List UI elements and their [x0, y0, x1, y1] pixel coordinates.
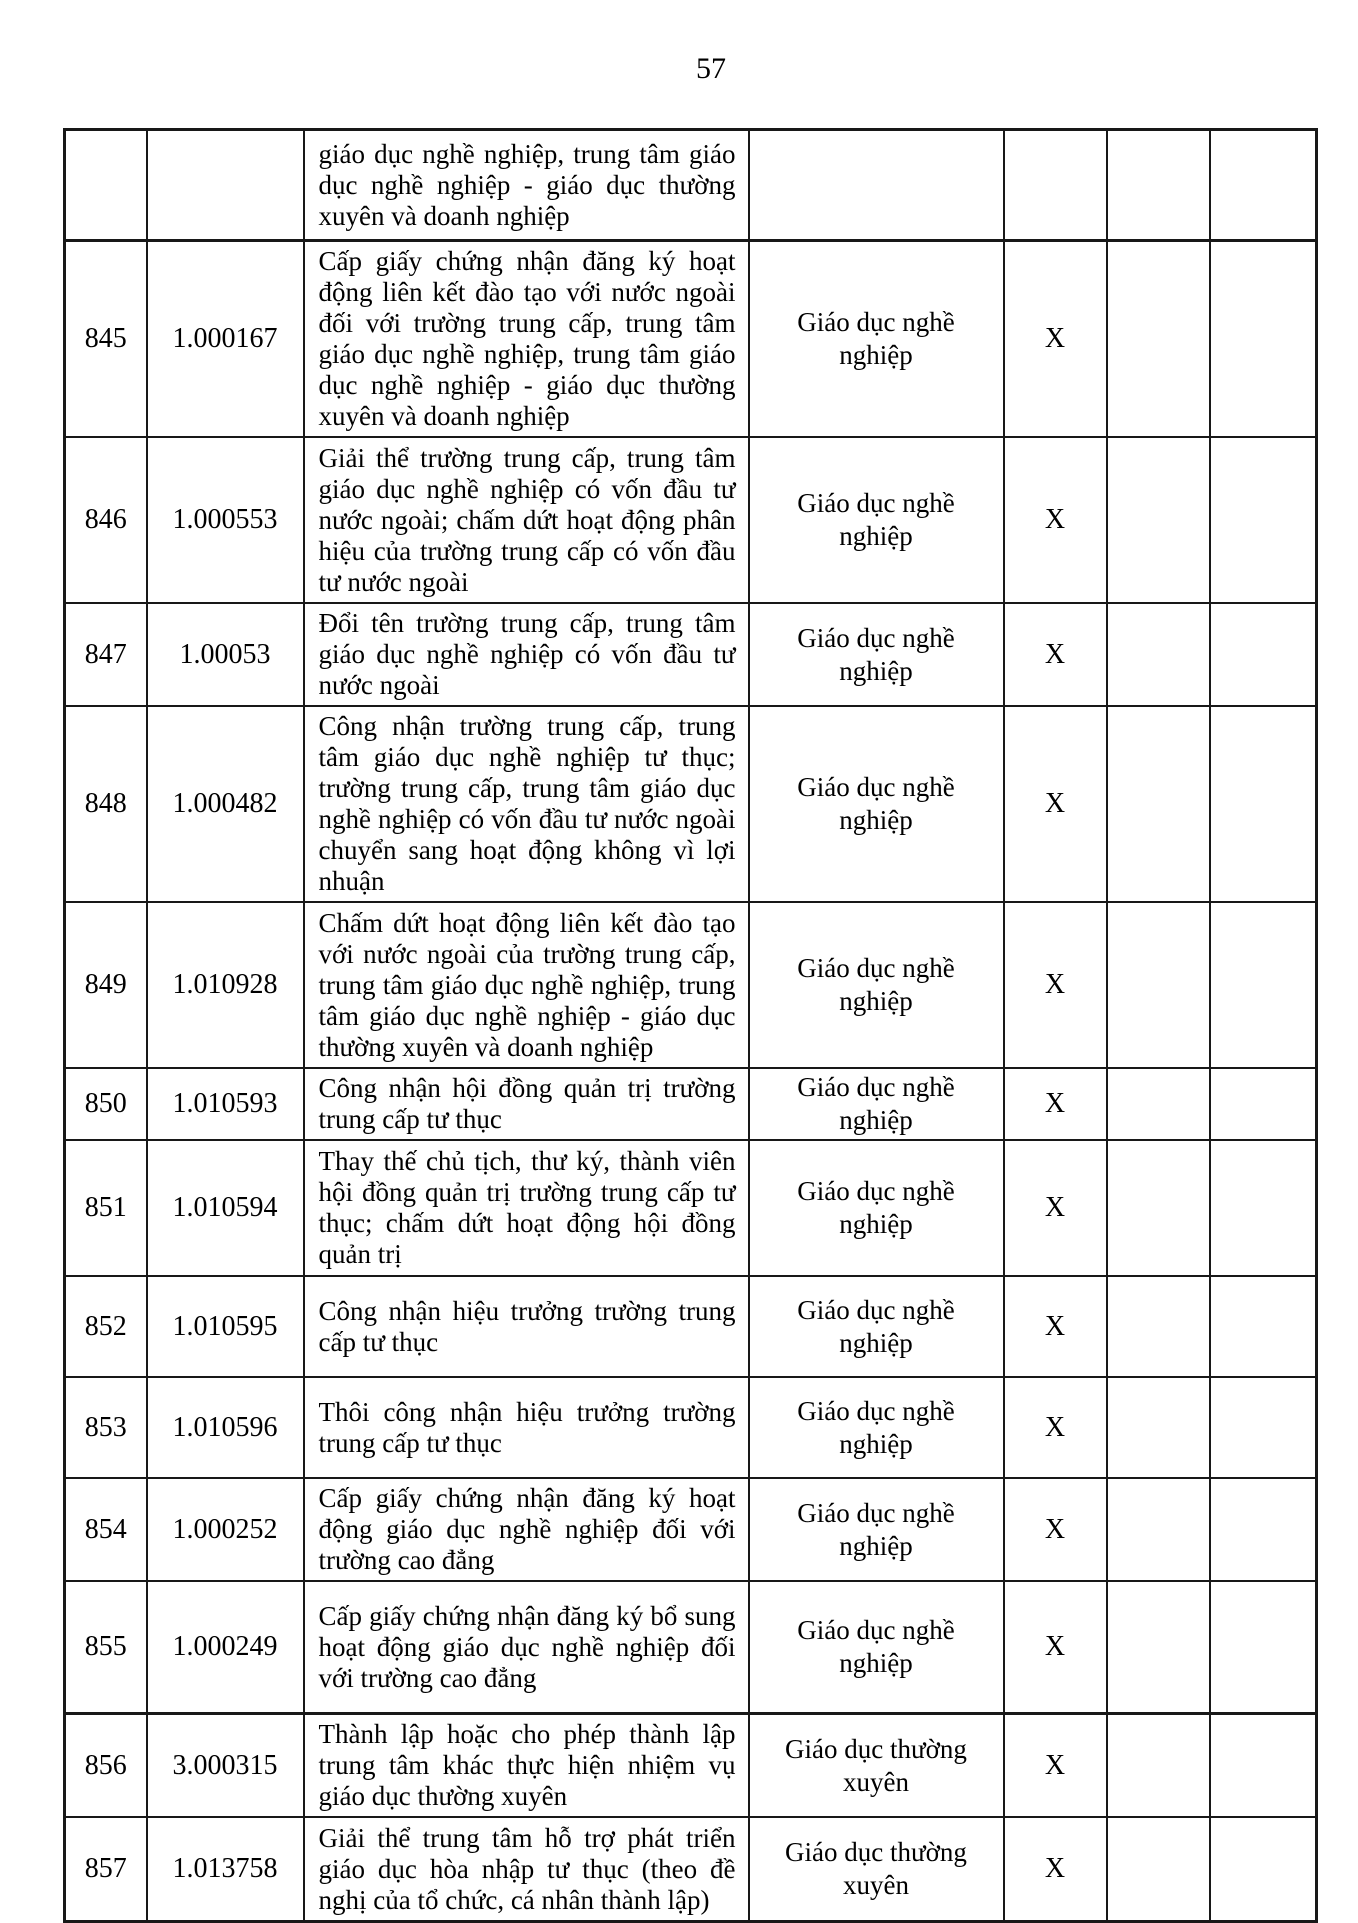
row-number-cell: 850	[65, 1068, 147, 1140]
procedure-description-cell: Thay thế chủ tịch, thư ký, thành viên hội đồng quản trị trường trung cấp tư thục; chấm dứt hoạt động hội đồng quản trị	[304, 1140, 749, 1276]
row-number-cell: 851	[65, 1140, 147, 1276]
procedure-code-cell: 1.013758	[147, 1817, 304, 1922]
blank-cell-2	[1210, 1140, 1317, 1276]
mark-cell: X	[1004, 1817, 1107, 1922]
row-number-cell: 857	[65, 1817, 147, 1922]
blank-cell-1	[1107, 437, 1210, 603]
mark-cell: X	[1004, 1068, 1107, 1140]
category-cell: Giáo dục nghề nghiệp	[749, 1581, 1004, 1714]
procedure-code-cell: 1.010593	[147, 1068, 304, 1140]
mark-cell: X	[1004, 706, 1107, 902]
mark-cell	[1004, 130, 1107, 241]
blank-cell-2	[1210, 1581, 1317, 1714]
blank-cell-2	[1210, 1478, 1317, 1581]
table-row	[65, 1377, 1317, 1478]
blank-cell-2	[1210, 706, 1317, 902]
blank-cell-2	[1210, 902, 1317, 1068]
table-row	[65, 1140, 1317, 1276]
row-number-cell: 845	[65, 241, 147, 438]
row-number-cell: 849	[65, 902, 147, 1068]
procedure-description-cell: Công nhận hiệu trưởng trường trung cấp tư thục	[304, 1276, 749, 1377]
category-cell	[749, 130, 1004, 241]
blank-cell-2	[1210, 130, 1317, 241]
row-number-cell: 846	[65, 437, 147, 603]
blank-cell-2	[1210, 603, 1317, 706]
blank-cell-1	[1107, 1714, 1210, 1818]
blank-cell-1	[1107, 241, 1210, 438]
row-number-cell: 855	[65, 1581, 147, 1714]
blank-cell-1	[1107, 1068, 1210, 1140]
mark-cell: X	[1004, 1140, 1107, 1276]
procedure-description-cell: Thành lập hoặc cho phép thành lập trung tâm khác thực hiện nhiệm vụ giáo dục thường xuyên	[304, 1714, 749, 1818]
blank-cell-1	[1107, 1276, 1210, 1377]
blank-cell-1	[1107, 603, 1210, 706]
procedure-description-cell: Cấp giấy chứng nhận đăng ký bổ sung hoạt động giáo dục nghề nghiệp đối với trường cao đẳng	[304, 1581, 749, 1714]
category-cell: Giáo dục nghề nghiệp	[749, 1140, 1004, 1276]
blank-cell-1	[1107, 706, 1210, 902]
procedure-code-cell: 1.010594	[147, 1140, 304, 1276]
table-row	[65, 902, 1317, 1068]
category-cell: Giáo dục thường xuyên	[749, 1714, 1004, 1818]
table-row	[65, 1714, 1317, 1818]
procedure-code-cell: 1.000553	[147, 437, 304, 603]
mark-cell: X	[1004, 603, 1107, 706]
procedure-description-cell: Chấm dứt hoạt động liên kết đào tạo với nước ngoài của trường trung cấp, trung tâm giáo dục nghề nghiệp, trung tâm giáo dục nghề nghiệp - giáo dục thường xuyên và doanh nghiệp	[304, 902, 749, 1068]
row-number-cell: 852	[65, 1276, 147, 1377]
mark-cell: X	[1004, 902, 1107, 1068]
blank-cell-2	[1210, 437, 1317, 603]
blank-cell-1	[1107, 1140, 1210, 1276]
procedure-description-cell: Thôi công nhận hiệu trưởng trường trung cấp tư thục	[304, 1377, 749, 1478]
procedure-description-cell: Đổi tên trường trung cấp, trung tâm giáo dục nghề nghiệp có vốn đầu tư nước ngoài	[304, 603, 749, 706]
row-number-cell: 856	[65, 1714, 147, 1818]
blank-cell-1	[1107, 1817, 1210, 1922]
blank-cell-2	[1210, 1068, 1317, 1140]
blank-cell-2	[1210, 1377, 1317, 1478]
row-number-cell: 848	[65, 706, 147, 902]
blank-cell-1	[1107, 1478, 1210, 1581]
category-cell: Giáo dục nghề nghiệp	[749, 603, 1004, 706]
category-cell: Giáo dục nghề nghiệp	[749, 1276, 1004, 1377]
procedure-code-cell: 3.000315	[147, 1714, 304, 1818]
page-number: 57	[696, 52, 726, 85]
procedure-description-cell: Công nhận trường trung cấp, trung tâm giáo dục nghề nghiệp tư thục; trường trung cấp, trung tâm giáo dục nghề nghiệp có vốn đầu tư nước ngoài chuyển sang hoạt động không vì lợi nhuận	[304, 706, 749, 902]
category-cell: Giáo dục nghề nghiệp	[749, 1377, 1004, 1478]
procedure-code-cell	[147, 130, 304, 241]
procedure-description-cell: Giải thể trung tâm hỗ trợ phát triển giáo dục hòa nhập tư thục (theo đề nghị của tổ chức, cá nhân thành lập)	[304, 1817, 749, 1922]
blank-cell-1	[1107, 1377, 1210, 1478]
table-row	[65, 241, 1317, 438]
procedure-code-cell: 1.010596	[147, 1377, 304, 1478]
procedure-code-cell: 1.00053	[147, 603, 304, 706]
blank-cell-2	[1210, 1276, 1317, 1377]
procedures-table-body	[65, 130, 1317, 1922]
category-cell: Giáo dục nghề nghiệp	[749, 241, 1004, 438]
mark-cell: X	[1004, 1478, 1107, 1581]
table-row	[65, 1068, 1317, 1140]
table-row	[65, 706, 1317, 902]
procedure-description-cell: Công nhận hội đồng quản trị trường trung cấp tư thục	[304, 1068, 749, 1140]
procedure-code-cell: 1.000252	[147, 1478, 304, 1581]
table-row	[65, 603, 1317, 706]
category-cell: Giáo dục nghề nghiệp	[749, 1478, 1004, 1581]
procedures-table	[63, 128, 1318, 1923]
category-cell: Giáo dục nghề nghiệp	[749, 902, 1004, 1068]
procedure-description-cell: Giải thể trường trung cấp, trung tâm giáo dục nghề nghiệp có vốn đầu tư nước ngoài; chấm dứt hoạt động phân hiệu của trường trung cấp có vốn đầu tư nước ngoài	[304, 437, 749, 603]
blank-cell-2	[1210, 1817, 1317, 1922]
mark-cell: X	[1004, 1276, 1107, 1377]
blank-cell-2	[1210, 1714, 1317, 1818]
table-row	[65, 1478, 1317, 1581]
mark-cell: X	[1004, 1581, 1107, 1714]
procedure-code-cell: 1.010928	[147, 902, 304, 1068]
procedure-description-cell: Cấp giấy chứng nhận đăng ký hoạt động giáo dục nghề nghiệp đối với trường cao đẳng	[304, 1478, 749, 1581]
table-row	[65, 130, 1317, 241]
blank-cell-1	[1107, 902, 1210, 1068]
category-cell: Giáo dục thường xuyên	[749, 1817, 1004, 1922]
blank-cell-2	[1210, 241, 1317, 438]
procedure-code-cell: 1.000249	[147, 1581, 304, 1714]
procedure-description-cell: Cấp giấy chứng nhận đăng ký hoạt động liên kết đào tạo với nước ngoài đối với trường trung cấp, trung tâm giáo dục nghề nghiệp, trung tâm giáo dục nghề nghiệp - giáo dục thường xuyên và doanh nghiệp	[304, 241, 749, 438]
table-row	[65, 1581, 1317, 1714]
category-cell: Giáo dục nghề nghiệp	[749, 706, 1004, 902]
blank-cell-1	[1107, 130, 1210, 241]
table-row	[65, 1276, 1317, 1377]
row-number-cell: 847	[65, 603, 147, 706]
table-row	[65, 1817, 1317, 1922]
procedure-code-cell: 1.000482	[147, 706, 304, 902]
row-number-cell: 853	[65, 1377, 147, 1478]
mark-cell: X	[1004, 437, 1107, 603]
category-cell: Giáo dục nghề nghiệp	[749, 1068, 1004, 1140]
row-number-cell: 854	[65, 1478, 147, 1581]
category-cell: Giáo dục nghề nghiệp	[749, 437, 1004, 603]
row-number-cell	[65, 130, 147, 241]
procedure-code-cell: 1.000167	[147, 241, 304, 438]
mark-cell: X	[1004, 241, 1107, 438]
table-row	[65, 437, 1317, 603]
procedure-description-cell: giáo dục nghề nghiệp, trung tâm giáo dục nghề nghiệp - giáo dục thường xuyên và doanh nghiệp	[304, 130, 749, 241]
mark-cell: X	[1004, 1377, 1107, 1478]
procedure-code-cell: 1.010595	[147, 1276, 304, 1377]
mark-cell: X	[1004, 1714, 1107, 1818]
blank-cell-1	[1107, 1581, 1210, 1714]
